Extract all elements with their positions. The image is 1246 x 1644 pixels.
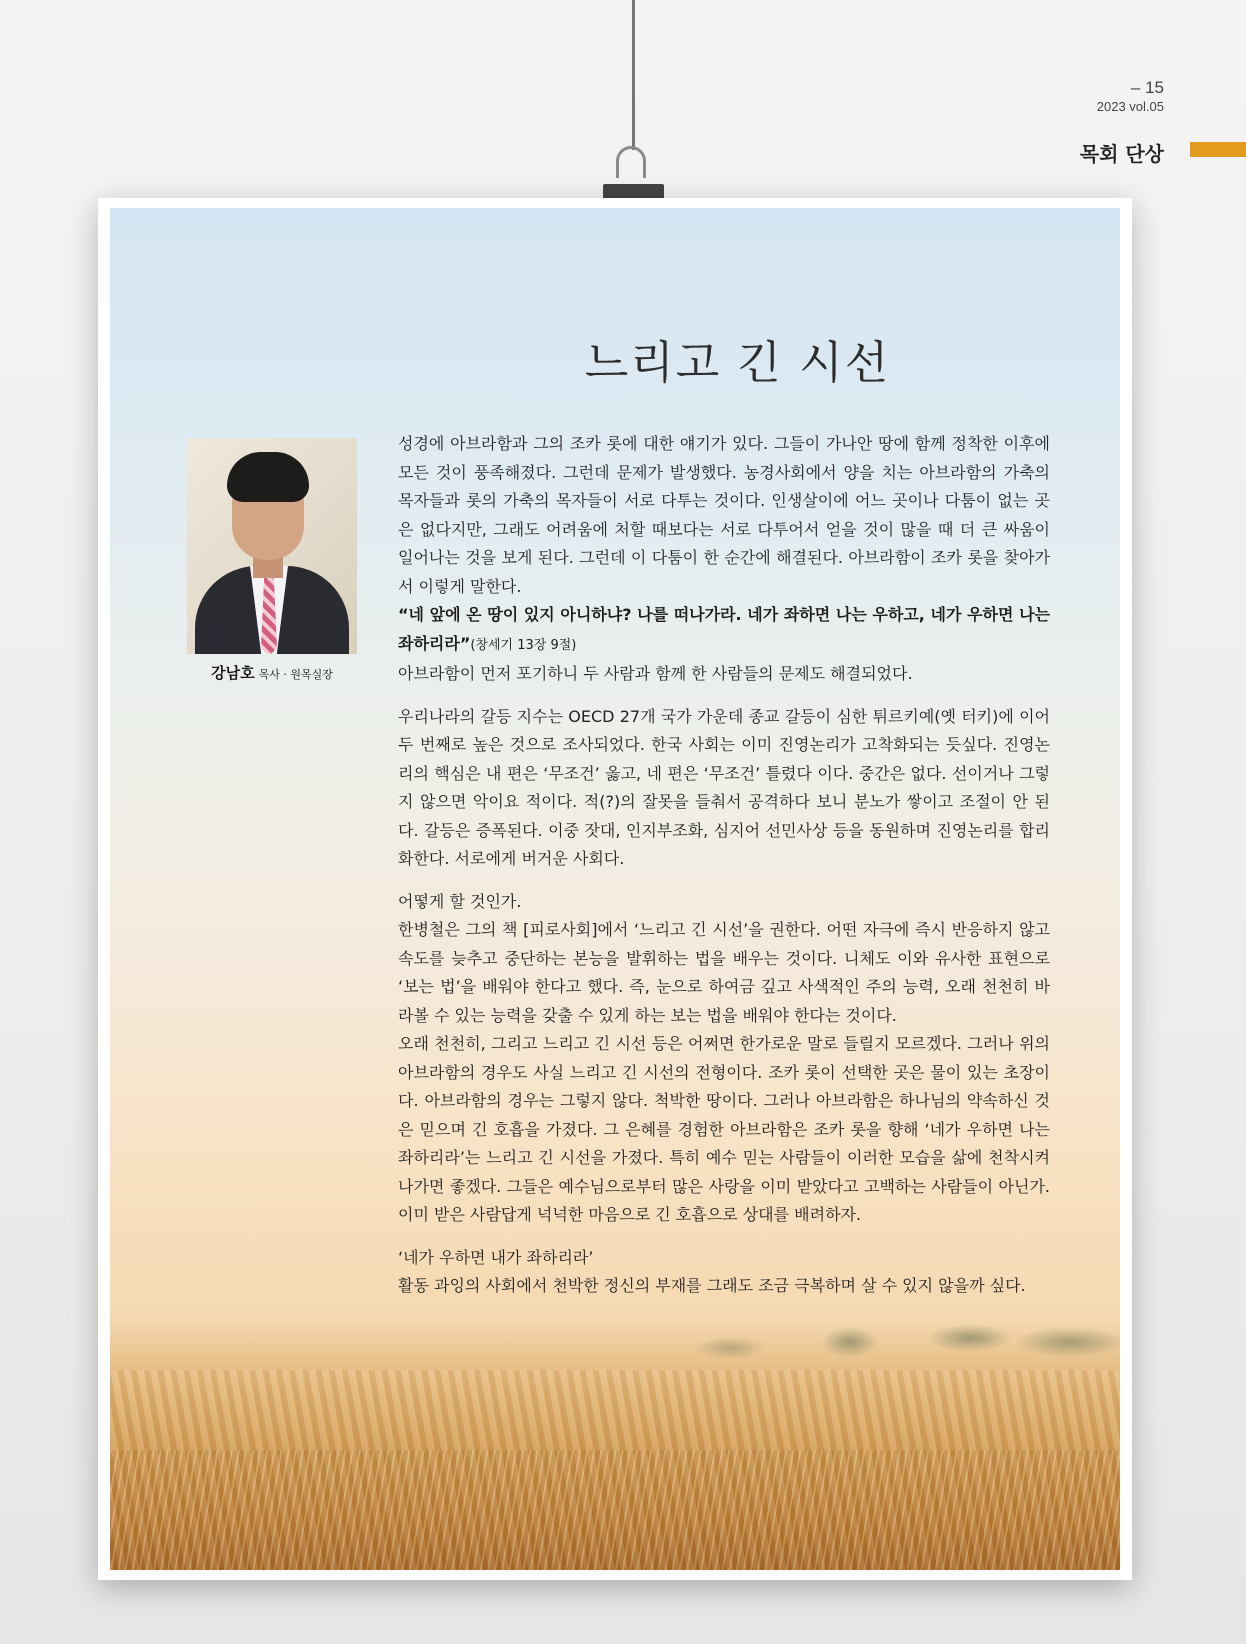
poster-background <box>110 208 1120 1570</box>
volume-label: 2023 vol.05 <box>1096 99 1164 114</box>
quote-text: “네 앞에 온 땅이 있지 아니하냐? 나를 떠나가라. 네가 좌하면 나는 우하고, 네가 우하면 나는 좌하리라” <box>398 605 1050 653</box>
reed-field-image <box>110 1320 1120 1570</box>
paragraph-2: 아브라함이 먼저 포기하니 두 사람과 함께 한 사람들의 문제도 해결되었다. <box>398 664 913 683</box>
paragraph-8: 활동 과잉의 사회에서 천박한 정신의 부재를 그래도 조금 극복하며 살 수 있지 않을까 싶다. <box>398 1276 1026 1295</box>
author-caption <box>187 662 357 683</box>
paragraph-6: 오래 천천히, 그리고 느리고 긴 시선 등은 어쩌면 한가로운 말로 들릴지 모르겠다. 그러나 위의 아브라함의 경우도 사실 느리고 긴 시선의 전형이다. 조카 롯이 선택한 곳은 물이 있는 초장이다. 아브라함의 경우는 그렇지 않다. 척박한 땅이다. 그러나 아브라함은 하나님의 약속하신 것은 믿으며 긴 호흡을 가졌다. 그 은혜를 경험한 아브라함은 조카 롯을 향해 ‘네가 우하면 나는 좌하리라’는 느리고 긴 시선을 가졌다. 특히 예수 믿는 사람들이 이러한 모습을 삶에 천착시켜 나가면 좋겠다. 그들은 예수님으로부터 많은 사랑을 이미 받았다고 고백하는 사람들이 아닌가. 이미 받은 사람답게 넉넉한 마음으로 긴 호흡으로 상대를 배려하자. <box>398 1034 1050 1224</box>
binder-clip-icon <box>616 146 646 178</box>
author-role: 목사 · 원목실장 <box>258 668 333 681</box>
author-name: 강남호 <box>211 664 255 682</box>
section-accent-bar <box>1190 142 1246 157</box>
poster-frame <box>98 198 1132 1580</box>
paragraph-7: ‘네가 우하면 내가 좌하리라’ <box>398 1247 594 1267</box>
article-body <box>398 430 1050 1301</box>
article-title: 느리고 긴 시선 <box>584 336 891 389</box>
section-title: 목회 단상 <box>1079 142 1164 166</box>
scripture-quote <box>398 601 1050 660</box>
paragraph-3: 우리나라의 갈등 지수는 OECD 27개 국가 가운데 종교 갈등이 심한 튀르키예(옛 터키)에 이어 두 번째로 높은 것으로 조사되었다. 한국 사회는 이미 진영논리가 고착화되는 듯싶다. 진영논리의 핵심은 내 편은 ‘무조건’ 옳고, 네 편은 ‘무조건’ 틀렸다 이다. 중간은 없다. 선이거나 그렇지 않으면 악이요 적이다. 적(?)의 잘못을 들춰서 공격하다 보니 분노가 쌓이고 조절이 안 된다. 갈등은 증폭된다. 이중 잣대, 인지부조화, 심지어 선민사상 등을 동원하며 진영논리를 합리화한다. 서로에게 버거운 사회다. <box>398 706 1050 868</box>
paragraph-4: 어떻게 할 것인가. <box>398 891 522 911</box>
page-header <box>1097 78 1164 116</box>
quote-reference: (창세기 13장 9절) <box>470 637 577 653</box>
paragraph-5: 한병철은 그의 책 [피로사회]에서 ‘느리고 긴 시선’을 권한다. 어떤 자극에 즉시 반응하지 않고 속도를 늦추고 중단하는 본능을 발휘하는 법을 배우는 것이다. 니체도 이와 유사한 표현으로 ‘보는 법’을 배워야 한다고 했다. 즉, 눈으로 하여금 깊고 사색적인 주의 능력, 오래 천천히 바라볼 수 있는 능력을 갖출 수 있게 하는 보는 법을 배워야 한다는 것이다. <box>398 920 1050 1025</box>
page-number: – 15 <box>1130 78 1164 97</box>
paragraph-1: 성경에 아브라함과 그의 조카 롯에 대한 얘기가 있다. 그들이 가나안 땅에 함께 정착한 이후에 모든 것이 풍족해졌다. 그런데 문제가 발생했다. 농경사회에서 양을 치는 아브라함의 가축의 목자들과 롯의 가축의 목자들이 서로 다투는 것이다. 인생살이에 어느 곳이나 다툼이 없는 곳은 없다지만, 그래도 어려움에 처할 때보다는 서로 다투어서 얻을 것이 많을 때 더 큰 싸움이 일어나는 것을 보게 된다. 그런데 이 다툼이 한 순간에 해결된다. 아브라함이 조카 롯을 찾아가서 이렇게 말한다. <box>398 434 1050 596</box>
photo-hair <box>227 452 309 502</box>
author-photo <box>187 438 357 654</box>
hanging-wire <box>632 0 635 150</box>
